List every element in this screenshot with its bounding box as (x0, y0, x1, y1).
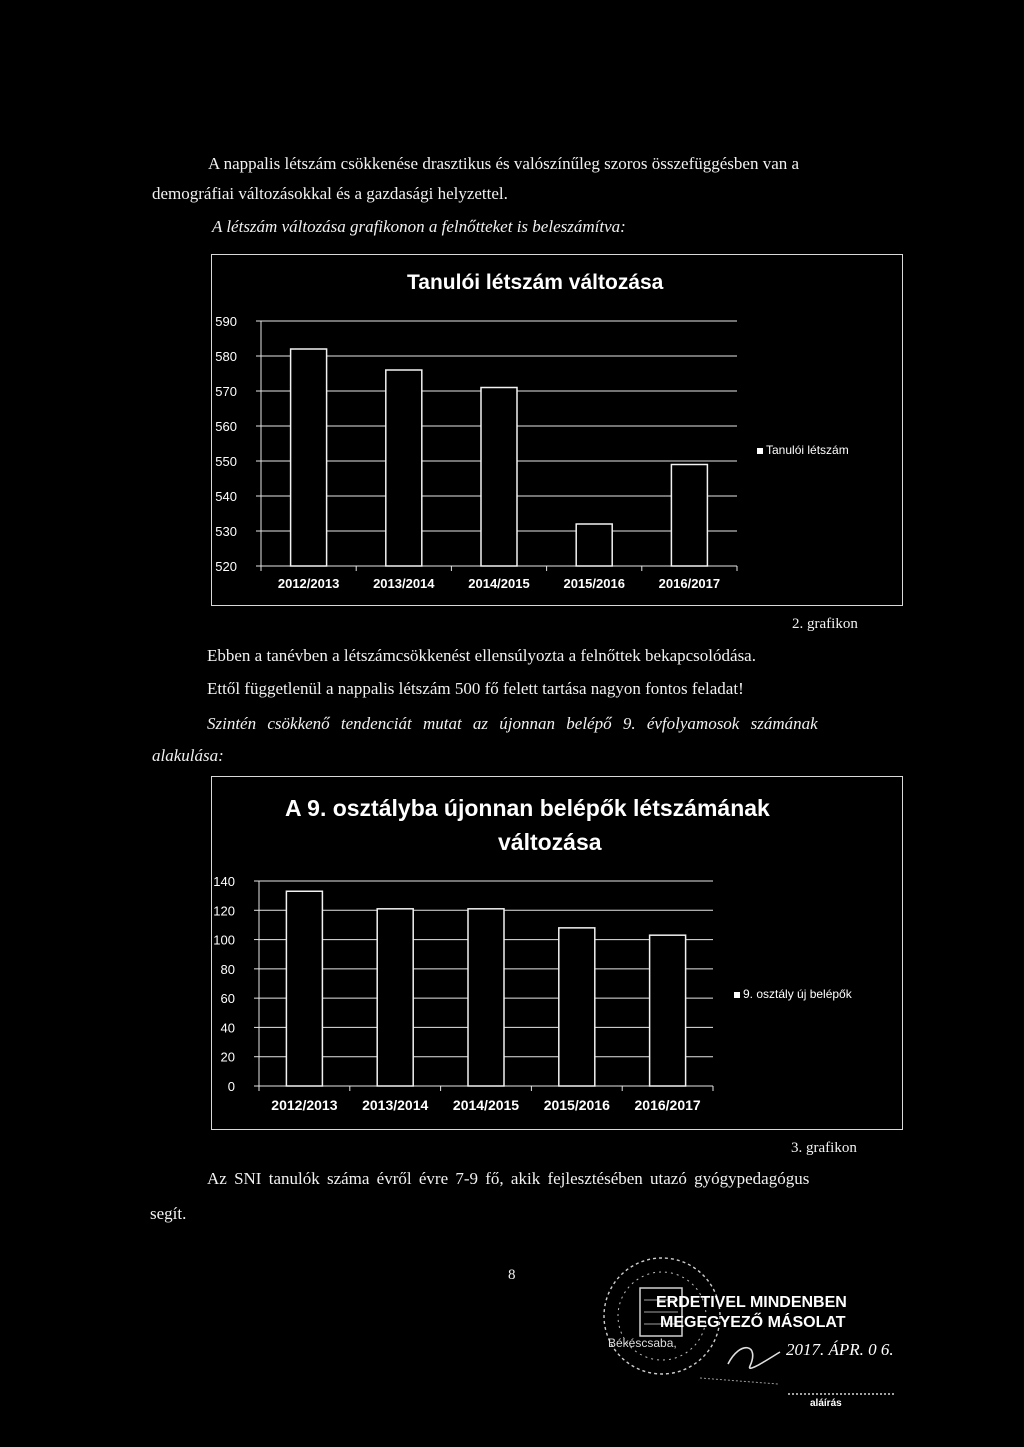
chart-1-y-tick-label: 520 (215, 559, 237, 574)
stamp-date: 2017. ÁPR. 0 6. (786, 1340, 894, 1359)
chart-2-intro-line-1: Szintén csökkenő tendenciát mutat az újonnan belépő 9. évfolyamosok számának (207, 714, 818, 733)
chart-1-plot (212, 255, 902, 605)
chart-2-x-tick-label: 2014/2015 (452, 1097, 520, 1113)
chart-1-bar (576, 524, 612, 566)
paragraph-2-line-1: Ebben a tanévben a létszámcsökkenést ellensúlyozta a felnőttek bekapcsolódása. (207, 646, 756, 665)
chart-1-x-tick-label: 2015/2016 (563, 576, 625, 591)
chart-1-y-tick-label: 570 (215, 384, 237, 399)
chart-2-x-tick-label: 2015/2016 (543, 1097, 610, 1113)
page-number: 8 (508, 1267, 516, 1283)
chart-2-y-tick-label: 80 (220, 961, 235, 977)
chart-1-x-tick-label: 2016/2017 (658, 576, 721, 591)
chart-1-title: Tanulói létszám változása (407, 271, 664, 294)
stamp-line-2: MEGEGYEZŐ MÁSOLAT (660, 1314, 846, 1331)
chart-2-caption: 3. grafikon (791, 1140, 857, 1156)
chart-2-intro-line-2: alakulása: (152, 746, 224, 765)
chart-1-y-tick-label: 590 (215, 314, 237, 329)
chart-2-y-tick-label: 0 (227, 1079, 235, 1094)
chart-2-y-tick-label: 140 (213, 874, 235, 889)
paragraph-1-line-1: A nappalis létszám csökkenése drasztikus és valószínűleg szoros összefüggésben van a (208, 154, 800, 173)
chart-1-legend-label: Tanulói létszám (766, 443, 849, 457)
chart-1-y-tick-label: 540 (215, 489, 237, 504)
chart-1-intro: A létszám változása grafikonon a felnőtteket is beleszámítva: (212, 217, 626, 236)
paragraph-1-line-2: demográfiai változásokkal és a gazdasági helyzettel. (152, 184, 508, 203)
chart-1-y-tick-label: 560 (215, 419, 237, 434)
paragraph-2-line-2: Ettől függetlenül a nappalis létszám 500 fő felett tartása nagyon fontos feladat! (207, 679, 744, 698)
stamp-line-1: ERDETIVEL MINDENBEN (656, 1294, 847, 1311)
chart-2-x-tick-label: 2012/2013 (271, 1097, 338, 1113)
chart-2-y-tick-label: 100 (213, 932, 235, 948)
chart-1-y-tick-label: 530 (215, 524, 237, 539)
chart-2-title-line-1: A 9. osztályba újonnan belépők létszámának (285, 795, 770, 821)
chart-2-bar (377, 909, 413, 1086)
chart-1-bar (386, 370, 422, 566)
chart-1-x-tick-label: 2014/2015 (468, 576, 530, 591)
chart-2-frame (211, 776, 903, 1130)
chart-2-y-tick-label: 60 (220, 991, 235, 1007)
chart-2-y-tick-label: 20 (220, 1049, 235, 1065)
paragraph-3-line-1: Az SNI tanulók száma évről évre 7-9 fő, akik fejlesztésében utazó gyógypedagógus (207, 1169, 810, 1188)
chart-2-x-tick-label: 2013/2014 (362, 1097, 429, 1113)
chart-2-legend-label: 9. osztály új belépők (743, 987, 852, 1001)
chart-1-caption: 2. grafikon (792, 616, 858, 632)
paragraph-3-line-2: segít. (150, 1204, 187, 1223)
chart-2-legend-marker (734, 992, 740, 998)
chart-1-y-tick-label: 580 (215, 349, 237, 364)
stamp-place: Békéscsaba, (608, 1336, 677, 1350)
chart-1-x-tick-label: 2013/2014 (373, 576, 435, 591)
chart-1-y-tick-label: 550 (215, 454, 237, 469)
chart-2-x-tick-label: 2016/2017 (634, 1097, 701, 1113)
chart-2-bar (559, 928, 595, 1086)
chart-2-y-tick-label: 40 (220, 1020, 235, 1036)
chart-1-bar (481, 388, 517, 567)
chart-2-bar (650, 935, 686, 1086)
chart-2-title-line-2: változása (498, 829, 602, 855)
chart-1-frame (211, 254, 903, 606)
stamp-signature-label: aláírás (810, 1398, 842, 1409)
chart-2-bar (468, 909, 504, 1086)
chart-2-y-tick-label: 120 (213, 903, 235, 919)
chart-1-bar (291, 349, 327, 566)
chart-1-x-tick-label: 2012/2013 (277, 576, 340, 591)
chart-1-bar (671, 465, 707, 567)
chart-2-plot (212, 777, 902, 1129)
certification-stamp (600, 1248, 900, 1408)
chart-1-legend-marker (757, 448, 763, 454)
chart-2-bar (286, 891, 322, 1086)
